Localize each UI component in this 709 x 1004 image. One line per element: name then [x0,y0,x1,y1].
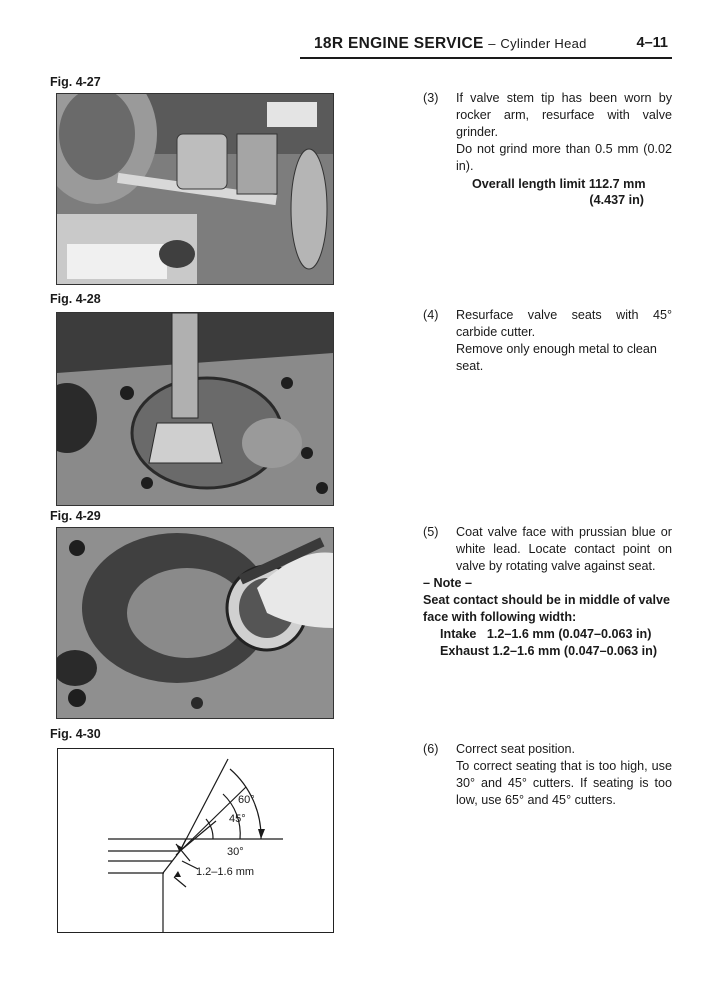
step-4-body [456,307,672,375]
angle-45-label: 45° [229,813,246,825]
intake-label: Intake [440,626,477,641]
page-number: 4–11 [636,35,668,51]
figure-label: Fig. 4-30 [50,727,101,741]
step-3-body [456,90,672,209]
seat-width-label: 1.2–1.6 mm [196,866,255,878]
angle-60-label: 60° [238,794,255,806]
step-6 [423,741,673,821]
step-text: Resurface valve seats with 45° carbide cutter. [456,308,672,339]
step-text: Remove only enough metal to clean seat. [456,341,657,373]
header-subtitle: Cylinder Head [500,36,587,51]
header-section: 18R ENGINE SERVICE [314,35,484,52]
step-text: Correct seat position. [456,742,575,756]
exhaust-value: 1.2–1.6 mm (0.047–0.063 in) [492,643,658,658]
photo-valve-contact [56,527,334,719]
step-number: (5) [423,525,439,539]
seat-angle-drawing [58,749,333,932]
header-rule [300,57,672,59]
valve-seat-angle-diagram [57,748,334,933]
step-text: To correct seating that is too high, use 30° and 45° cutters. If seating is too low, use 65° and 45° cutters. [456,758,672,807]
page-header [300,33,672,55]
valve-seat-cutter-image [57,313,333,505]
intake-spec [440,626,673,643]
note-text: Seat contact should be in middle of valve face with following width: [423,592,671,624]
figure-label: Fig. 4-27 [50,75,101,89]
angle-30-label: 30° [227,846,244,858]
note-block [423,575,673,660]
limit-value: (4.437 in) [589,193,644,208]
step-number: (4) [423,308,439,322]
exhaust-spec [440,643,673,660]
step-text: If valve stem tip has been worn by rocker arm, resurface with valve grinder. [456,91,672,139]
step-5-body [456,524,672,575]
header-dash: – [488,36,496,51]
figure-label: Fig. 4-29 [50,509,101,523]
step-text: Coat valve face with prussian blue or white lead. Locate contact point on valve by rotating valve against seat. [456,525,672,573]
limit-label: Overall length limit 112.7 mm [472,176,646,191]
step-number: (6) [423,742,439,756]
header-title [314,35,587,53]
figure-label: Fig. 4-28 [50,292,101,306]
photo-valve-seat-cutter [56,312,334,506]
step-6-body [456,741,672,809]
step-text: Do not grind more than 0.5 mm (0.02 in). [456,141,672,173]
step-3 [423,90,673,210]
valve-contact-image [57,528,333,718]
note-heading: – Note – [423,576,472,590]
step-number: (3) [423,91,439,105]
valve-grinder-image [57,94,333,284]
exhaust-label: Exhaust [440,643,489,658]
intake-value: 1.2–1.6 mm (0.047–0.063 in) [486,626,652,641]
step-4 [423,307,673,377]
photo-valve-grinder [56,93,334,285]
